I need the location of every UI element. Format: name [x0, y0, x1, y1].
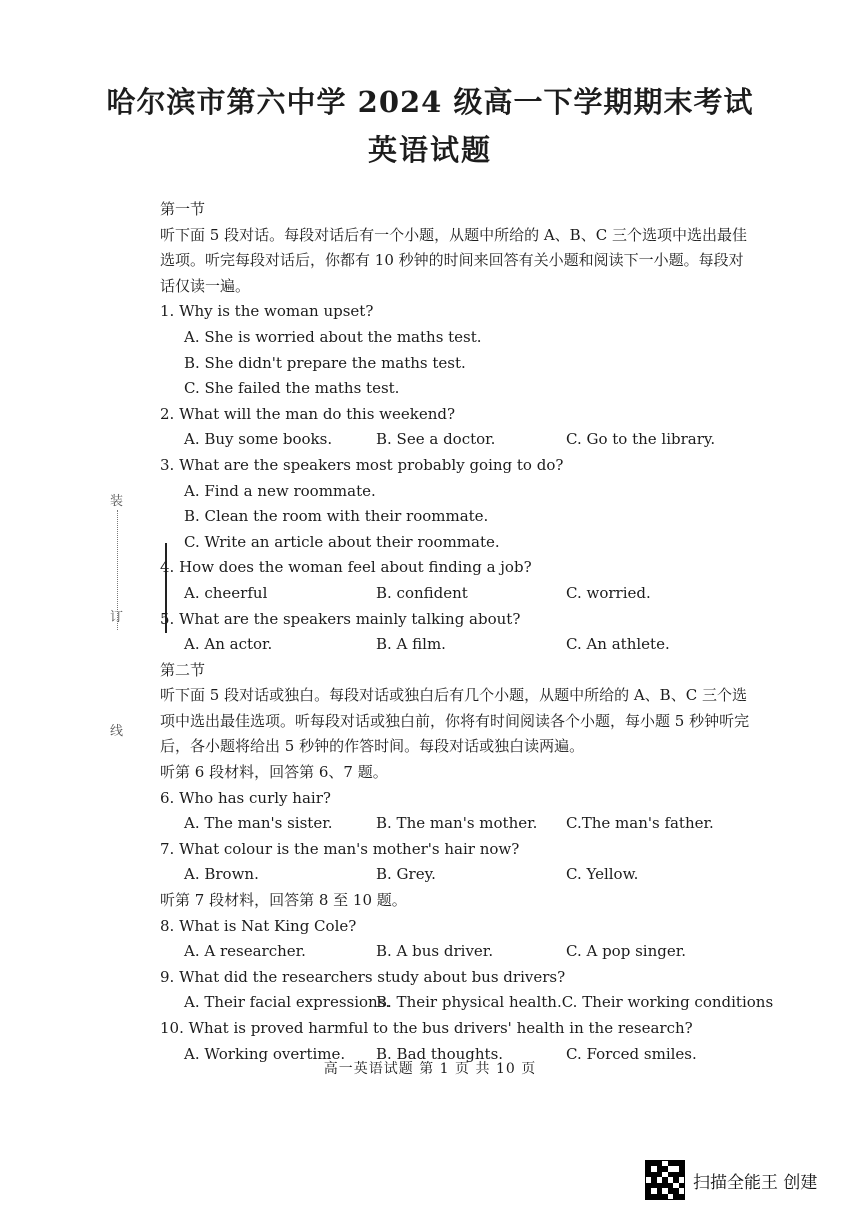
exam-subtitle: 英语试题 — [367, 133, 492, 167]
question-10-stem: 10. What is proved harmful to the bus drivers' health in the research? — [160, 1019, 693, 1037]
exam-title: 哈尔滨市第六中学 2024 级高一下学期期末考试 — [106, 85, 754, 119]
scanner-watermark — [645, 1160, 817, 1200]
binding-dotted-line — [117, 510, 118, 630]
watermark-label: 扫描全能王 创建 — [693, 1172, 818, 1193]
question-1-stem: 1. Why is the woman upset? — [160, 302, 374, 321]
question-10-option-b: B. Bad thoughts. — [376, 1044, 504, 1063]
question-9-option-b: B. Their physical health. — [376, 993, 562, 1012]
question-1-option-a: A. She is worried about the maths test. — [184, 327, 482, 346]
question-8-stem: 8. What is Nat King Cole? — [160, 916, 357, 935]
question-8-option-b: B. A bus driver. — [376, 942, 494, 961]
question-9-option-c: C. Their working conditions — [561, 993, 774, 1012]
question-2-options — [160, 427, 750, 453]
margin-mark-zhuang: 装 — [110, 494, 124, 509]
question-7-option-b: B. Grey. — [376, 865, 436, 884]
question-9-option-a: A. Their facial expressions. — [184, 993, 391, 1012]
question-5-option-a: A. An actor. — [184, 635, 273, 654]
qr-code-icon — [645, 1160, 685, 1200]
section1-instructions: 听下面 5 段对话。每段对话后有一个小题，从题中所给的 A、B、C 三个选项中选出最佳选项。听完每段对话后，你都有 10 秒钟的时间来回答有关小题和阅读下一小题。每段对话仅读一遍。 — [160, 225, 747, 295]
exam-content — [160, 197, 774, 1067]
section2-instructions: 听下面 5 段对话或独白。每段对话或独白后有几个小题，从题中所给的 A、B、C 三个选项中选出最佳选项。听每段对话或独白前，你将有时间阅读各个小题，每小题 5 秒钟听完后，各小题将给出 5 秒钟的作答时间。每段对话或独白读两遍。 — [160, 686, 750, 756]
question-4-option-b: B. confident — [376, 583, 468, 602]
question-6-option-b: B. The man's mother. — [376, 814, 538, 833]
question-2-stem: 2. What will the man do this weekend? — [160, 404, 456, 423]
question-5-options — [160, 632, 750, 658]
question-6-option-a: A. The man's sister. — [184, 814, 333, 833]
question-5-stem: 5. What are the speakers mainly talking about? — [160, 609, 521, 628]
question-10-option-a: A. Working overtime. — [184, 1044, 346, 1063]
question-6-stem: 6. Who has curly hair? — [160, 788, 331, 807]
question-1-option-c: C. She failed the maths test. — [184, 379, 400, 398]
question-7-option-c: C. Yellow. — [566, 865, 639, 884]
question-9-stem: 9. What did the researchers study about bus drivers? — [160, 967, 566, 986]
material-7-note: 听第 7 段材料，回答第 8 至 10 题。 — [160, 891, 407, 910]
section1-heading: 第一节 — [160, 200, 206, 218]
question-7-options — [160, 862, 750, 888]
question-4-stem: 4. How does the woman feel about finding a job? — [160, 558, 532, 577]
question-8-option-a: A. A researcher. — [184, 942, 306, 961]
question-3-option-a: A. Find a new roommate. — [184, 481, 376, 500]
question-2-option-c: C. Go to the library. — [566, 430, 716, 449]
question-7-option-a: A. Brown. — [184, 865, 259, 884]
margin-mark-xian: 线 — [110, 724, 124, 739]
question-3-option-b: B. Clean the room with their roommate. — [184, 507, 489, 526]
question-6-options — [160, 811, 750, 837]
question-6-option-c: C.The man's father. — [566, 814, 714, 833]
question-8-options — [160, 939, 750, 965]
question-2-option-a: A. Buy some books. — [184, 430, 333, 449]
question-8-option-c: C. A pop singer. — [566, 942, 687, 961]
question-5-option-b: B. A film. — [376, 635, 446, 654]
question-10-option-c: C. Forced smiles. — [566, 1044, 697, 1063]
question-5-option-c: C. An athlete. — [566, 635, 670, 654]
question-4-option-c: C. worried. — [566, 583, 651, 602]
question-7-stem: 7. What colour is the man's mother's hair now? — [160, 839, 520, 858]
question-1-option-b: B. She didn't prepare the maths test. — [184, 353, 466, 372]
question-3-stem: 3. What are the speakers most probably going to do? — [160, 455, 564, 474]
question-2-option-b: B. See a doctor. — [376, 430, 496, 449]
material-6-note: 听第 6 段材料，回答第 6、7 题。 — [160, 763, 388, 782]
question-4-options — [160, 581, 750, 607]
section2-heading: 第二节 — [160, 660, 206, 679]
page-footer: 高一英语试题 第 1 页 共 10 页 — [323, 1061, 537, 1077]
question-3-option-c: C. Write an article about their roommate. — [184, 532, 500, 551]
margin-mark-ding: 订 — [110, 610, 124, 625]
question-9-options — [160, 990, 774, 1016]
question-4-option-a: A. cheerful — [184, 583, 268, 602]
